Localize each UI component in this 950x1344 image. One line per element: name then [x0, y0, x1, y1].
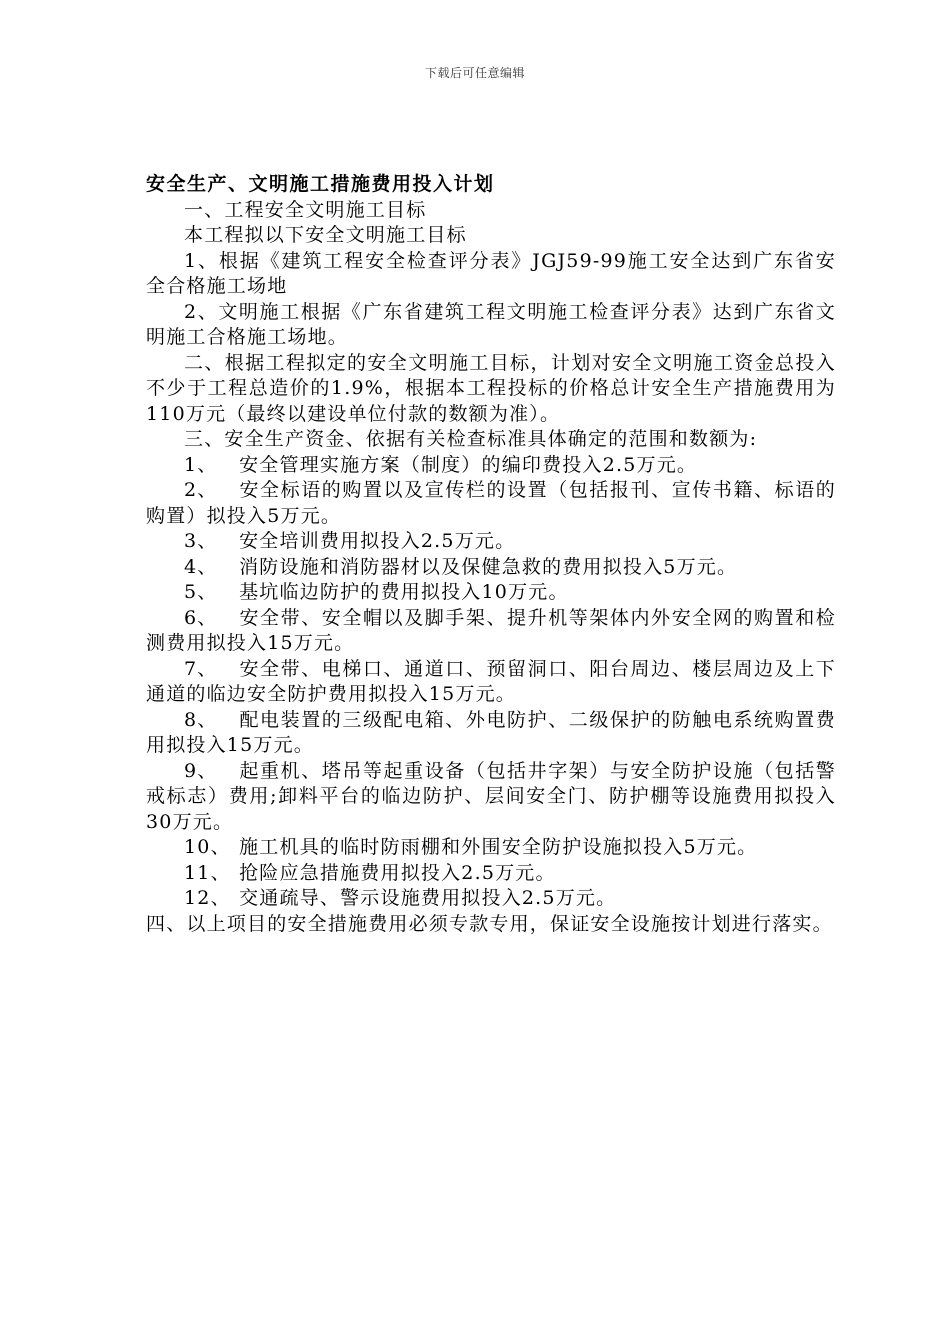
list-item	[146, 453, 836, 479]
list-item	[146, 555, 836, 581]
list-item	[146, 708, 836, 759]
section-1-intro: 本工程拟以下安全文明施工目标	[184, 224, 467, 246]
list-item-text: 安全标语的购置以及宣传栏的设置（包括报刊、宣传书籍、标语的购置）拟投入5万元。	[146, 479, 836, 527]
list-item-number: 3、	[184, 530, 218, 552]
list-item-number: 11、	[184, 861, 231, 884]
list-item-number: 4、	[184, 555, 218, 578]
list-item-number: 1、	[184, 453, 218, 476]
list-item-text: 基坑临边防护的费用拟投入10万元。	[239, 581, 569, 603]
list-item	[146, 835, 836, 861]
document-title: 安全生产、文明施工措施费用投入计划	[146, 173, 495, 195]
goal-item: 2、文明施工根据《广东省建筑工程文明施工检查评分表》达到广东省文明施工合格施工场地。	[146, 300, 836, 348]
goal-item: 1、根据《建筑工程安全检查评分表》JGJ59-99施工安全达到广东省安全合格施工场地	[146, 249, 836, 297]
list-item	[146, 886, 836, 912]
list-item	[146, 606, 836, 657]
list-item-number: 2、	[184, 479, 218, 501]
list-item	[146, 478, 836, 529]
list-item-number: 12、	[184, 887, 231, 909]
list-item-number: 8、	[184, 708, 218, 731]
list-item-text: 安全管理实施方案（制度）的编印费投入2.5万元。	[239, 453, 698, 476]
section-4-paragraph: 四、以上项目的安全措施费用必须专款专用，保证安全设施按计划进行落实。	[146, 912, 833, 935]
list-item-text: 交通疏导、警示设施费用拟投入2.5万元。	[239, 887, 617, 909]
list-item-number: 9、	[184, 759, 218, 782]
section-3-heading: 三、安全生产资金、依据有关检查标准具体确定的范围和数额为:	[184, 428, 758, 450]
list-item	[146, 580, 836, 606]
section-1-heading: 一、工程安全文明施工目标	[184, 198, 427, 221]
list-item-number: 5、	[184, 581, 218, 603]
list-item-number: 10、	[184, 836, 231, 858]
list-item	[146, 861, 836, 887]
list-item	[146, 759, 836, 836]
list-item-text: 起重机、塔吊等起重设备（包括井字架）与安全防护设施（包括警戒标志）费用;卸料平台的临边防护、层间安全门、防护棚等设施费用拟投入30万元。	[146, 759, 836, 833]
header-note: 下载后可任意编辑	[424, 66, 525, 80]
list-item-text: 消防设施和消防器材以及保健急救的费用拟投入5万元。	[239, 555, 738, 578]
document-body	[146, 172, 836, 937]
list-item-text: 安全带、电梯口、通道口、预留洞口、阳台周边、楼层周边及上下通道的临边安全防护费用拟投入15万元。	[146, 657, 836, 705]
list-item-text: 安全培训费用拟投入2.5万元。	[239, 530, 516, 552]
list-item-text: 安全带、安全帽以及脚手架、提升机等架体内外安全网的购置和检测费用拟投入15万元。	[146, 606, 836, 654]
section-2-paragraph: 二、根据工程拟定的安全文明施工目标，计划对安全文明施工资金总投入不少于工程总造价的1.9%，根据本工程投标的价格总计安全生产措施费用为110万元（最终以建设单位付款的数额为准）。	[146, 351, 836, 425]
list-item	[146, 657, 836, 708]
list-item-text: 配电装置的三级配电箱、外电防护、二级保护的防触电系统购置费用拟投入15万元。	[146, 708, 836, 756]
list-item-text: 抢险应急措施费用拟投入2.5万元。	[239, 861, 556, 884]
list-item-text: 施工机具的临时防雨棚和外围安全防护设施拟投入5万元。	[239, 836, 758, 858]
list-item	[146, 529, 836, 555]
list-item-number: 6、	[184, 606, 218, 629]
list-item-number: 7、	[184, 657, 218, 680]
